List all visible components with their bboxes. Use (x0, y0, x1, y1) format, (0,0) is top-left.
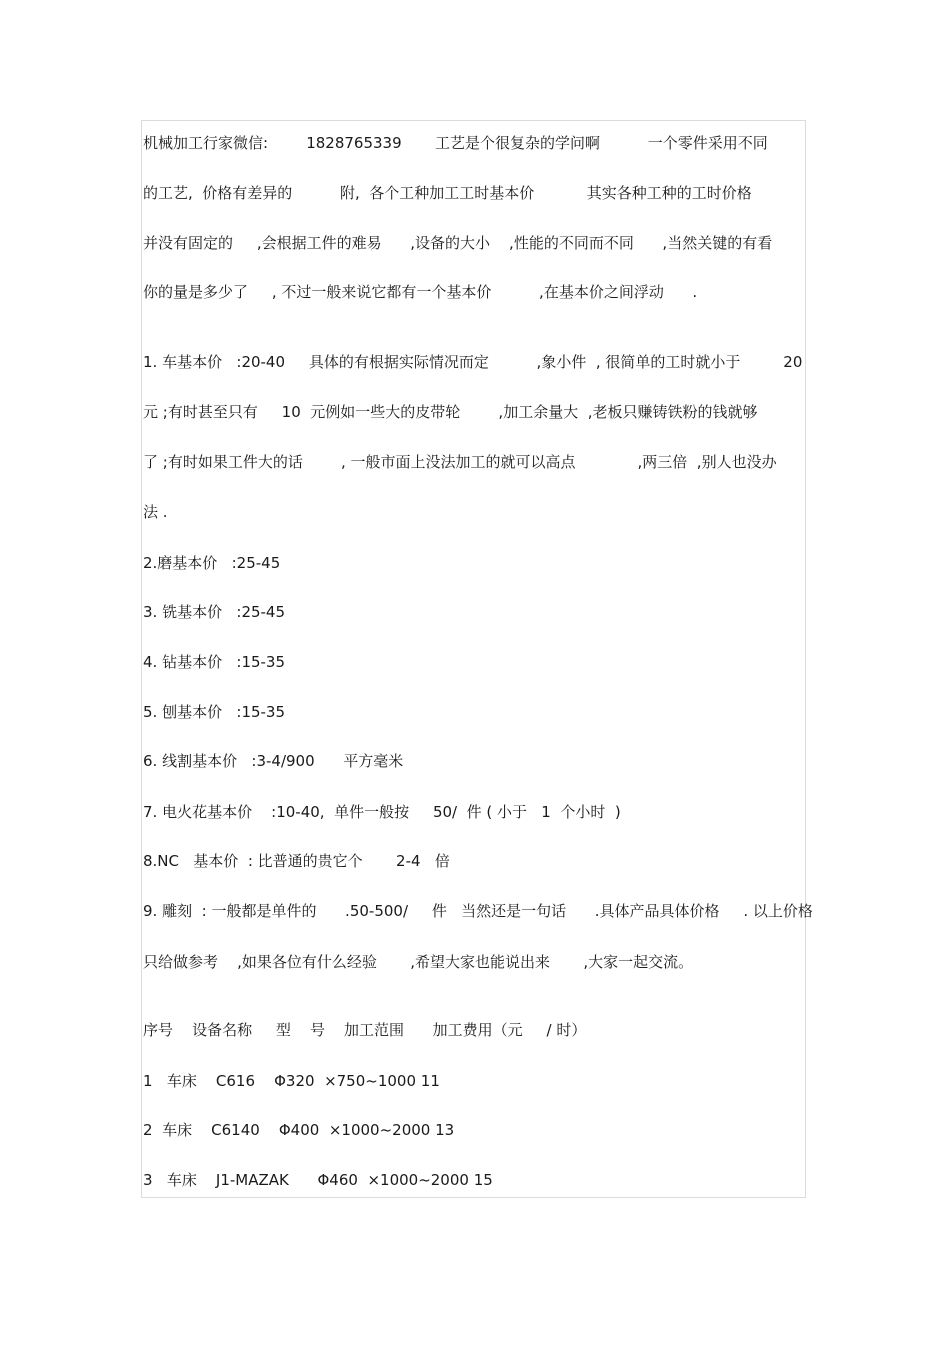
price-item-line: 元 ;有时甚至只有 10 元例如一些大的皮带轮 ,加工余量大 ,老板只赚铸铁粉的钱就够 (143, 403, 758, 421)
table-header: 序号 设备名称 型 号 加工范围 加工费用（元 / 时） (143, 1021, 587, 1039)
table-row: 2 车床 C6140 Φ400 ×1000~2000 13 (143, 1121, 455, 1139)
price-item-line: 2.磨基本价 :25-45 (143, 554, 281, 572)
intro-line: 并没有固定的 ,会根据工件的难易 ,设备的大小 ,性能的不同而不同 ,当然关键的有看 (143, 234, 773, 252)
price-item-line: 5. 刨基本价 :15-35 (143, 703, 286, 721)
table-row: 3 车床 J1-MAZAK Φ460 ×1000~2000 15 (143, 1171, 493, 1189)
price-item-line: 了 ;有时如果工件大的话 , 一般市面上没法加工的就可以高点 ,两三倍 ,别人也没办 (143, 453, 777, 471)
price-item-line: 9. 雕刻 : 一般都是单件的 .50-500/ 件 当然还是一句话 .具体产品具体价格 . 以上价格 (143, 902, 813, 920)
table-row: 1 车床 C616 Φ320 ×750~1000 11 (143, 1072, 440, 1090)
price-item-line: 8.NC 基本价 : 比普通的贵它个 2-4 倍 (143, 852, 450, 870)
price-item-line: 法 . (143, 503, 168, 521)
price-item-line: 7. 电火花基本价 :10-40, 单件一般按 50/ 件 ( 小于 1 个小时 ) (143, 803, 621, 821)
price-item-line: 1. 车基本价 :20-40 具体的有根据实际情况而定 ,象小件 , 很简单的工时就小于 20 (143, 353, 803, 371)
price-item-line: 4. 钻基本价 :15-35 (143, 653, 286, 671)
price-item-line: 6. 线割基本价 :3-4/900 平方毫米 (143, 752, 404, 770)
price-item-line: 只给做参考 ,如果各位有什么经验 ,希望大家也能说出来 ,大家一起交流。 (143, 953, 694, 971)
intro-line: 机械加工行家微信: 1828765339 工艺是个很复杂的学问啊 一个零件采用不同 (143, 134, 768, 152)
price-item-line: 3. 铣基本价 :25-45 (143, 603, 286, 621)
intro-line: 你的量是多少了 , 不过一般来说它都有一个基本价 ,在基本价之间浮动 . (143, 283, 698, 301)
intro-line: 的工艺, 价格有差异的 附, 各个工种加工工时基本价 其实各种工种的工时价格 (143, 184, 752, 202)
